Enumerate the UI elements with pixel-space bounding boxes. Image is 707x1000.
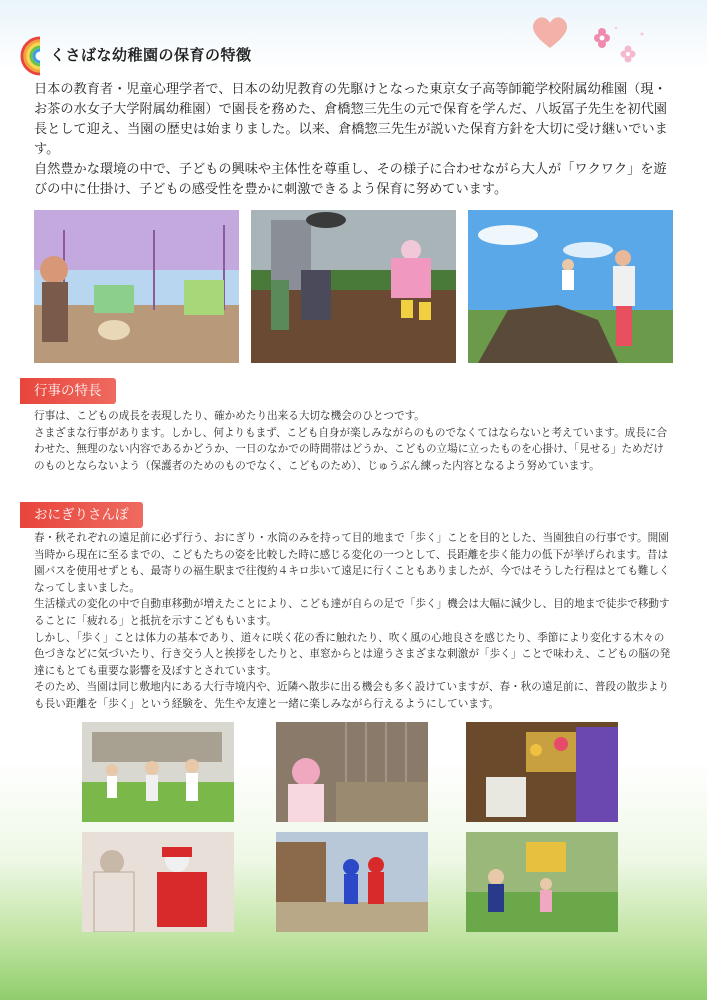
- photo-temple-altar: [466, 722, 618, 822]
- section-paragraph: 生活様式の変化の中で自動車移動が増えたことにより、こども達が自らの足で「歩く」機会は大幅に減少し、目的地まで徒歩で移動することに「疲れる」と抵抗を示すこどももいます。: [34, 598, 670, 627]
- rainbow-icon: [20, 36, 40, 76]
- section-paragraph: さまざまな行事があります。しかし、何よりもまず、こども自身が楽しみながらのものでなくてはならないと考えています。成長に合わせた、無理のない内容であるかどうか、一日のなかでの時間帯はどうか、こどもの立場に立ったものを心掛け、「見せる」ためだけのものとならないよう（保護者のためのものでなく、こどものため）、じゅうぶん練った内容となるよう努めています。: [34, 426, 668, 472]
- heart-icon: [530, 14, 570, 50]
- intro-paragraph: 自然豊かな環境の中で、子どもの興味や主体性を尊重し、その様子に合わせながら大人が「ワクワク」を遊びの中に仕掛け、子どもの感受性を豊かに刺激できるよう保育に努めています。: [34, 162, 667, 197]
- photo-setsubun-oni: [276, 832, 428, 932]
- section-paragraph: 春・秋それぞれの遠足前に必ず行う、おにぎり・水筒のみを持って目的地まで「歩く」ことを目的とした、当園独自の行事です。開園当時から現在に至るまでの、こどもたちの姿を比較した時に感じる変化の一つとして、長距離を歩く能力の低下が挙げられます。昔は園バスを使用せずとも、最寄りの福生駅まで往復約４キロ歩いて遠足に行くこともありましたが、今ではそうした行程はとても難しくなってしまいました。: [34, 532, 670, 594]
- flower-icon: [580, 20, 660, 70]
- section-paragraph: しかし、「歩く」ことは体力の基本であり、道々に咲く花の香に触れたり、吹く風の心地良さを感じたり、季節により変化する木々の色づきなどに気づいたり、行き交う人と挨拶をしたりと、車窓からとは違うさまざまな刺激が「歩く」ことで味わえ、こどもの脳の発達にもとても重要な影響を及ぼすとされています。: [34, 631, 671, 677]
- intro-text: [34, 80, 674, 200]
- intro-paragraph: 日本の教育者・児童心理学者で、日本の幼児教育の先駆けとなった東京女子高等師範学校附属幼稚園（現・お茶の水女子大学附属幼稚園）で園長を務めた、倉橋惣三先生の元で保育を学んだ、八坂冨子先生を初代園長として迎え、当園の歴史は始まりました。以来、倉橋惣三先生が説いた保育方針を大切に受け継いでいます。: [34, 82, 668, 157]
- photo-wisteria-trellis: [34, 210, 239, 363]
- photo-potato-digging: [251, 210, 456, 363]
- section-paragraph: 行事は、こどもの成長を表現したり、確かめたり出来る大切な機会のひとつです。: [34, 410, 425, 422]
- section-heading-events: 行事の特長: [20, 378, 116, 404]
- section-paragraph: そのため、当園は同じ敷地内にある大行寺境内や、近隣へ散歩に出る機会も多く設けていますが、春・秋の遠足前に、普段の散歩よりも長い距離を「歩く」という経験を、先生や友達と一緒に楽しみながら行えるようにしています。: [34, 681, 669, 710]
- section-heading-onigiri-walk: おにぎりさんぽ: [20, 502, 143, 528]
- page-title: くさばな幼稚園の保育の特徴: [50, 46, 252, 64]
- photo-animal-cage: [276, 722, 428, 822]
- photo-sports-day: [82, 722, 234, 822]
- photo-rock-climbing: [468, 210, 673, 363]
- photo-santa-visit: [82, 832, 234, 932]
- section-body-onigiri-walk: [34, 530, 674, 713]
- photo-mikoshi-festival: [466, 832, 618, 932]
- section-body-events: [34, 408, 674, 474]
